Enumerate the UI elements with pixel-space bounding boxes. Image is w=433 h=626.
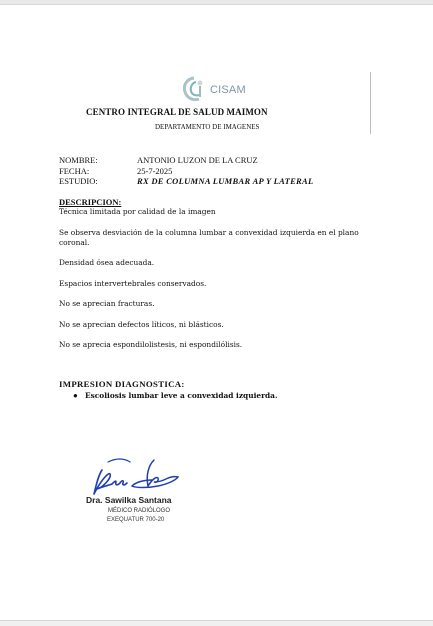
logo-mark-icon <box>180 74 210 104</box>
description-paragraph: No se aprecian fracturas. <box>59 299 155 308</box>
department-name: DEPARTAMENTO DE IMAGENES <box>155 123 260 131</box>
description-paragraph: No se aprecian defectos líticos, ni blásticos. <box>59 320 224 329</box>
doctor-title: MÉDICO RADIÓLOGO <box>108 508 171 514</box>
impression-item: Escoliosis lumbar leve a convexidad izquierda. <box>85 391 278 400</box>
margin-line <box>370 72 371 134</box>
description-paragraph: Espacios intervertebrales conservados. <box>59 279 207 288</box>
description-heading: DESCRIPCION: <box>59 197 122 207</box>
logo-text: CISAM <box>210 84 246 96</box>
estudio-label: ESTUDIO: <box>59 176 98 186</box>
description-paragraph: Se observa desviación de la columna lumbar a convexidad izquierda en el plano coronal. <box>59 228 359 247</box>
cisam-logo <box>180 74 250 104</box>
fecha-value: 25-7-2025 <box>137 166 173 176</box>
doctor-exequatur: EXEQUATUR 700-20 <box>107 517 165 523</box>
top-border <box>0 0 433 5</box>
nombre-value: ANTONIO LUZON DE LA CRUZ <box>137 155 258 165</box>
center-name: CENTRO INTEGRAL DE SALUD MAIMON <box>86 107 268 117</box>
nombre-label: NOMBRE: <box>59 155 98 165</box>
bullet-icon: ● <box>73 391 78 400</box>
description-paragraph: No se aprecia espondilolistesis, ni espondilólisis. <box>59 340 243 349</box>
doctor-name: Dra. Sawilka Santana <box>86 495 172 505</box>
description-paragraph: Densidad ósea adecuada. <box>59 258 155 267</box>
handwritten-signature <box>88 452 188 498</box>
estudio-value: RX DE COLUMNA LUMBAR AP Y LATERAL <box>137 176 314 186</box>
description-paragraph: Técnica limitada por calidad de la imagen <box>59 207 216 216</box>
fecha-label: FECHA: <box>59 166 90 176</box>
impression-heading: IMPRESION DIAGNOSTICA: <box>59 379 185 389</box>
bottom-border <box>0 620 433 626</box>
